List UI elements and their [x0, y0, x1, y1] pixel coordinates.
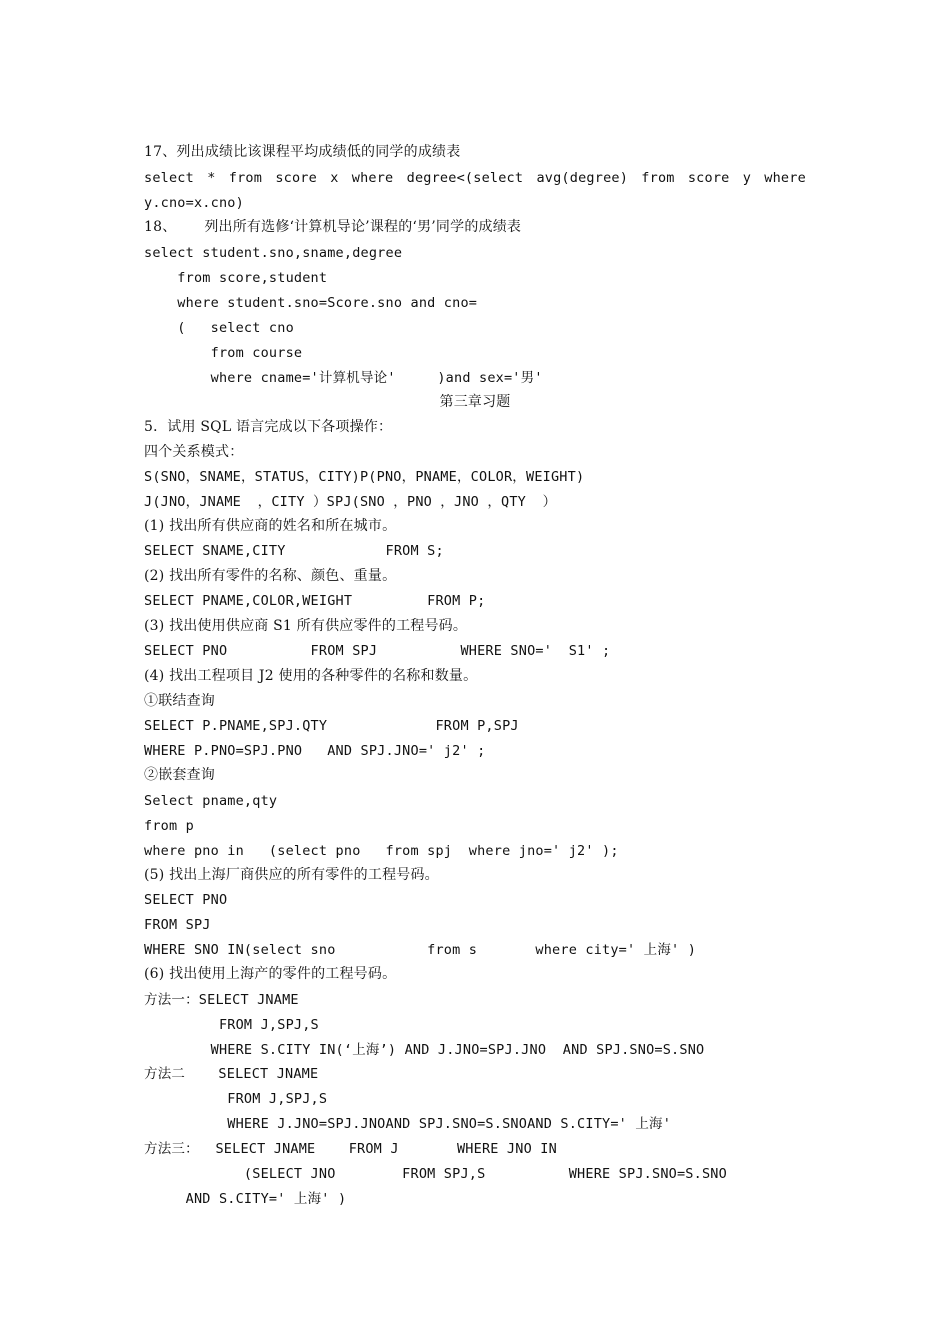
q2-title: (2) 找出所有零件的名称、颜色、重量。: [144, 568, 397, 584]
q18-sql-line-6: where cname='计算机导论' )and sex='男': [144, 370, 543, 386]
q4-nested-sql-line-3: where pno in (select pno from spj where jno=' j2' );: [144, 843, 619, 859]
q4-nested-label: ②嵌套查询: [144, 767, 215, 783]
q17-token: select: [144, 170, 194, 186]
q17-token: *: [207, 170, 216, 186]
q4-nested-sql-line-2: from p: [144, 818, 194, 834]
q1-sql: SELECT SNAME,CITY FROM S;: [144, 543, 444, 559]
q6-method1-line-1: 方法一：SELECT JNAME: [144, 992, 299, 1008]
q18-sql-line-2: from score,student: [144, 270, 328, 286]
q6-method3-line-2: (SELECT JNO FROM SPJ,S WHERE SPJ.SNO=S.SNO: [144, 1166, 727, 1182]
q5-sql-line-1: SELECT PNO: [144, 892, 228, 908]
q17-token: where: [351, 170, 394, 186]
q17-token: x: [330, 170, 339, 186]
q17-token: score: [687, 170, 730, 186]
q18-sql-line-5: from course: [144, 345, 303, 361]
q17-token: from: [641, 170, 675, 186]
q6-method3-line-1: 方法三： SELECT JNAME FROM J WHERE JNO IN: [144, 1141, 557, 1157]
q17-token: where: [764, 170, 806, 186]
q4-title: (4) 找出工程项目 J2 使用的各种零件的名称和数量。: [144, 668, 478, 684]
q18-sql-line-1: select student.sno,sname,degree: [144, 245, 403, 261]
q6-method2-line-1: 方法二 SELECT JNAME: [144, 1066, 319, 1082]
q4-join-sql-line-1: SELECT P.PNAME,SPJ.QTY FROM P,SPJ: [144, 718, 519, 734]
q4-nested-sql-line-1: Select pname,qty: [144, 793, 278, 809]
q5-sql-line-3: WHERE SNO IN(select sno from s where city=' 上海' ): [144, 942, 697, 958]
q3-title: (3) 找出使用供应商 S1 所有供应零件的工程号码。: [144, 618, 468, 634]
q6-method2-line-3: WHERE J.JNO=SPJ.JNOAND SPJ.SNO=S.SNOAND S.CITY=' 上海': [144, 1116, 672, 1132]
q17-title: 17、列出成绩比该课程平均成绩低的同学的成绩表: [144, 144, 461, 160]
q6-method3-line-3: AND S.CITY=' 上海' ): [144, 1191, 347, 1207]
p5-schema-label: 四个关系模式：: [144, 444, 244, 460]
q4-join-sql-line-2: WHERE P.PNO=SPJ.PNO AND SPJ.JNO=' j2' ;: [144, 743, 486, 759]
q17-token: score: [275, 170, 317, 186]
q17-token: degree<(select: [406, 170, 524, 186]
q18-sql-line-3: where student.sno=Score.sno and cno=: [144, 295, 478, 311]
p5-title: 5．试用 SQL 语言完成以下各项操作：: [144, 419, 393, 435]
q6-method1-line-2: FROM J,SPJ,S: [144, 1017, 319, 1033]
q17-token: avg(degree): [536, 170, 629, 186]
q18-sql-line-4: ( select cno: [144, 320, 294, 336]
q6-method1-line-3: WHERE S.CITY IN(‘上海’) AND J.JNO=SPJ.JNO AND SPJ.SNO=S.SNO: [144, 1042, 705, 1058]
q5-title: (5) 找出上海厂商供应的所有零件的工程号码。: [144, 867, 439, 883]
q3-sql: SELECT PNO FROM SPJ WHERE SNO=' S1' ;: [144, 643, 611, 659]
p5-schema-line-1: S(SNO，SNAME，STATUS，CITY)P(PNO，PNAME，COLOR，WEIGHT): [144, 469, 585, 485]
q6-method2-line-2: FROM J,SPJ,S: [144, 1091, 328, 1107]
q5-sql-line-2: FROM SPJ: [144, 917, 211, 933]
q17-token: y: [742, 170, 752, 186]
q18-title: 18、 列出所有选修‘计算机导论’课程的‘男’同学的成绩表: [144, 219, 522, 235]
chapter-title: 第三章习题: [439, 394, 511, 410]
q4-join-label: ①联结查询: [144, 693, 215, 709]
q1-title: (1) 找出所有供应商的姓名和所在城市。: [144, 518, 397, 534]
p5-schema-line-2: J(JNO，JNAME ，CITY ）SPJ(SNO ，PNO ，JNO ，QTY ）: [144, 494, 557, 510]
q17-sql-line-1: [144, 166, 806, 190]
q17-sql-line-2: y.cno=x.cno): [144, 195, 244, 211]
q6-title: (6) 找出使用上海产的零件的工程号码。: [144, 966, 397, 982]
q17-token: from: [228, 170, 263, 186]
q2-sql: SELECT PNAME,COLOR,WEIGHT FROM P;: [144, 593, 486, 609]
